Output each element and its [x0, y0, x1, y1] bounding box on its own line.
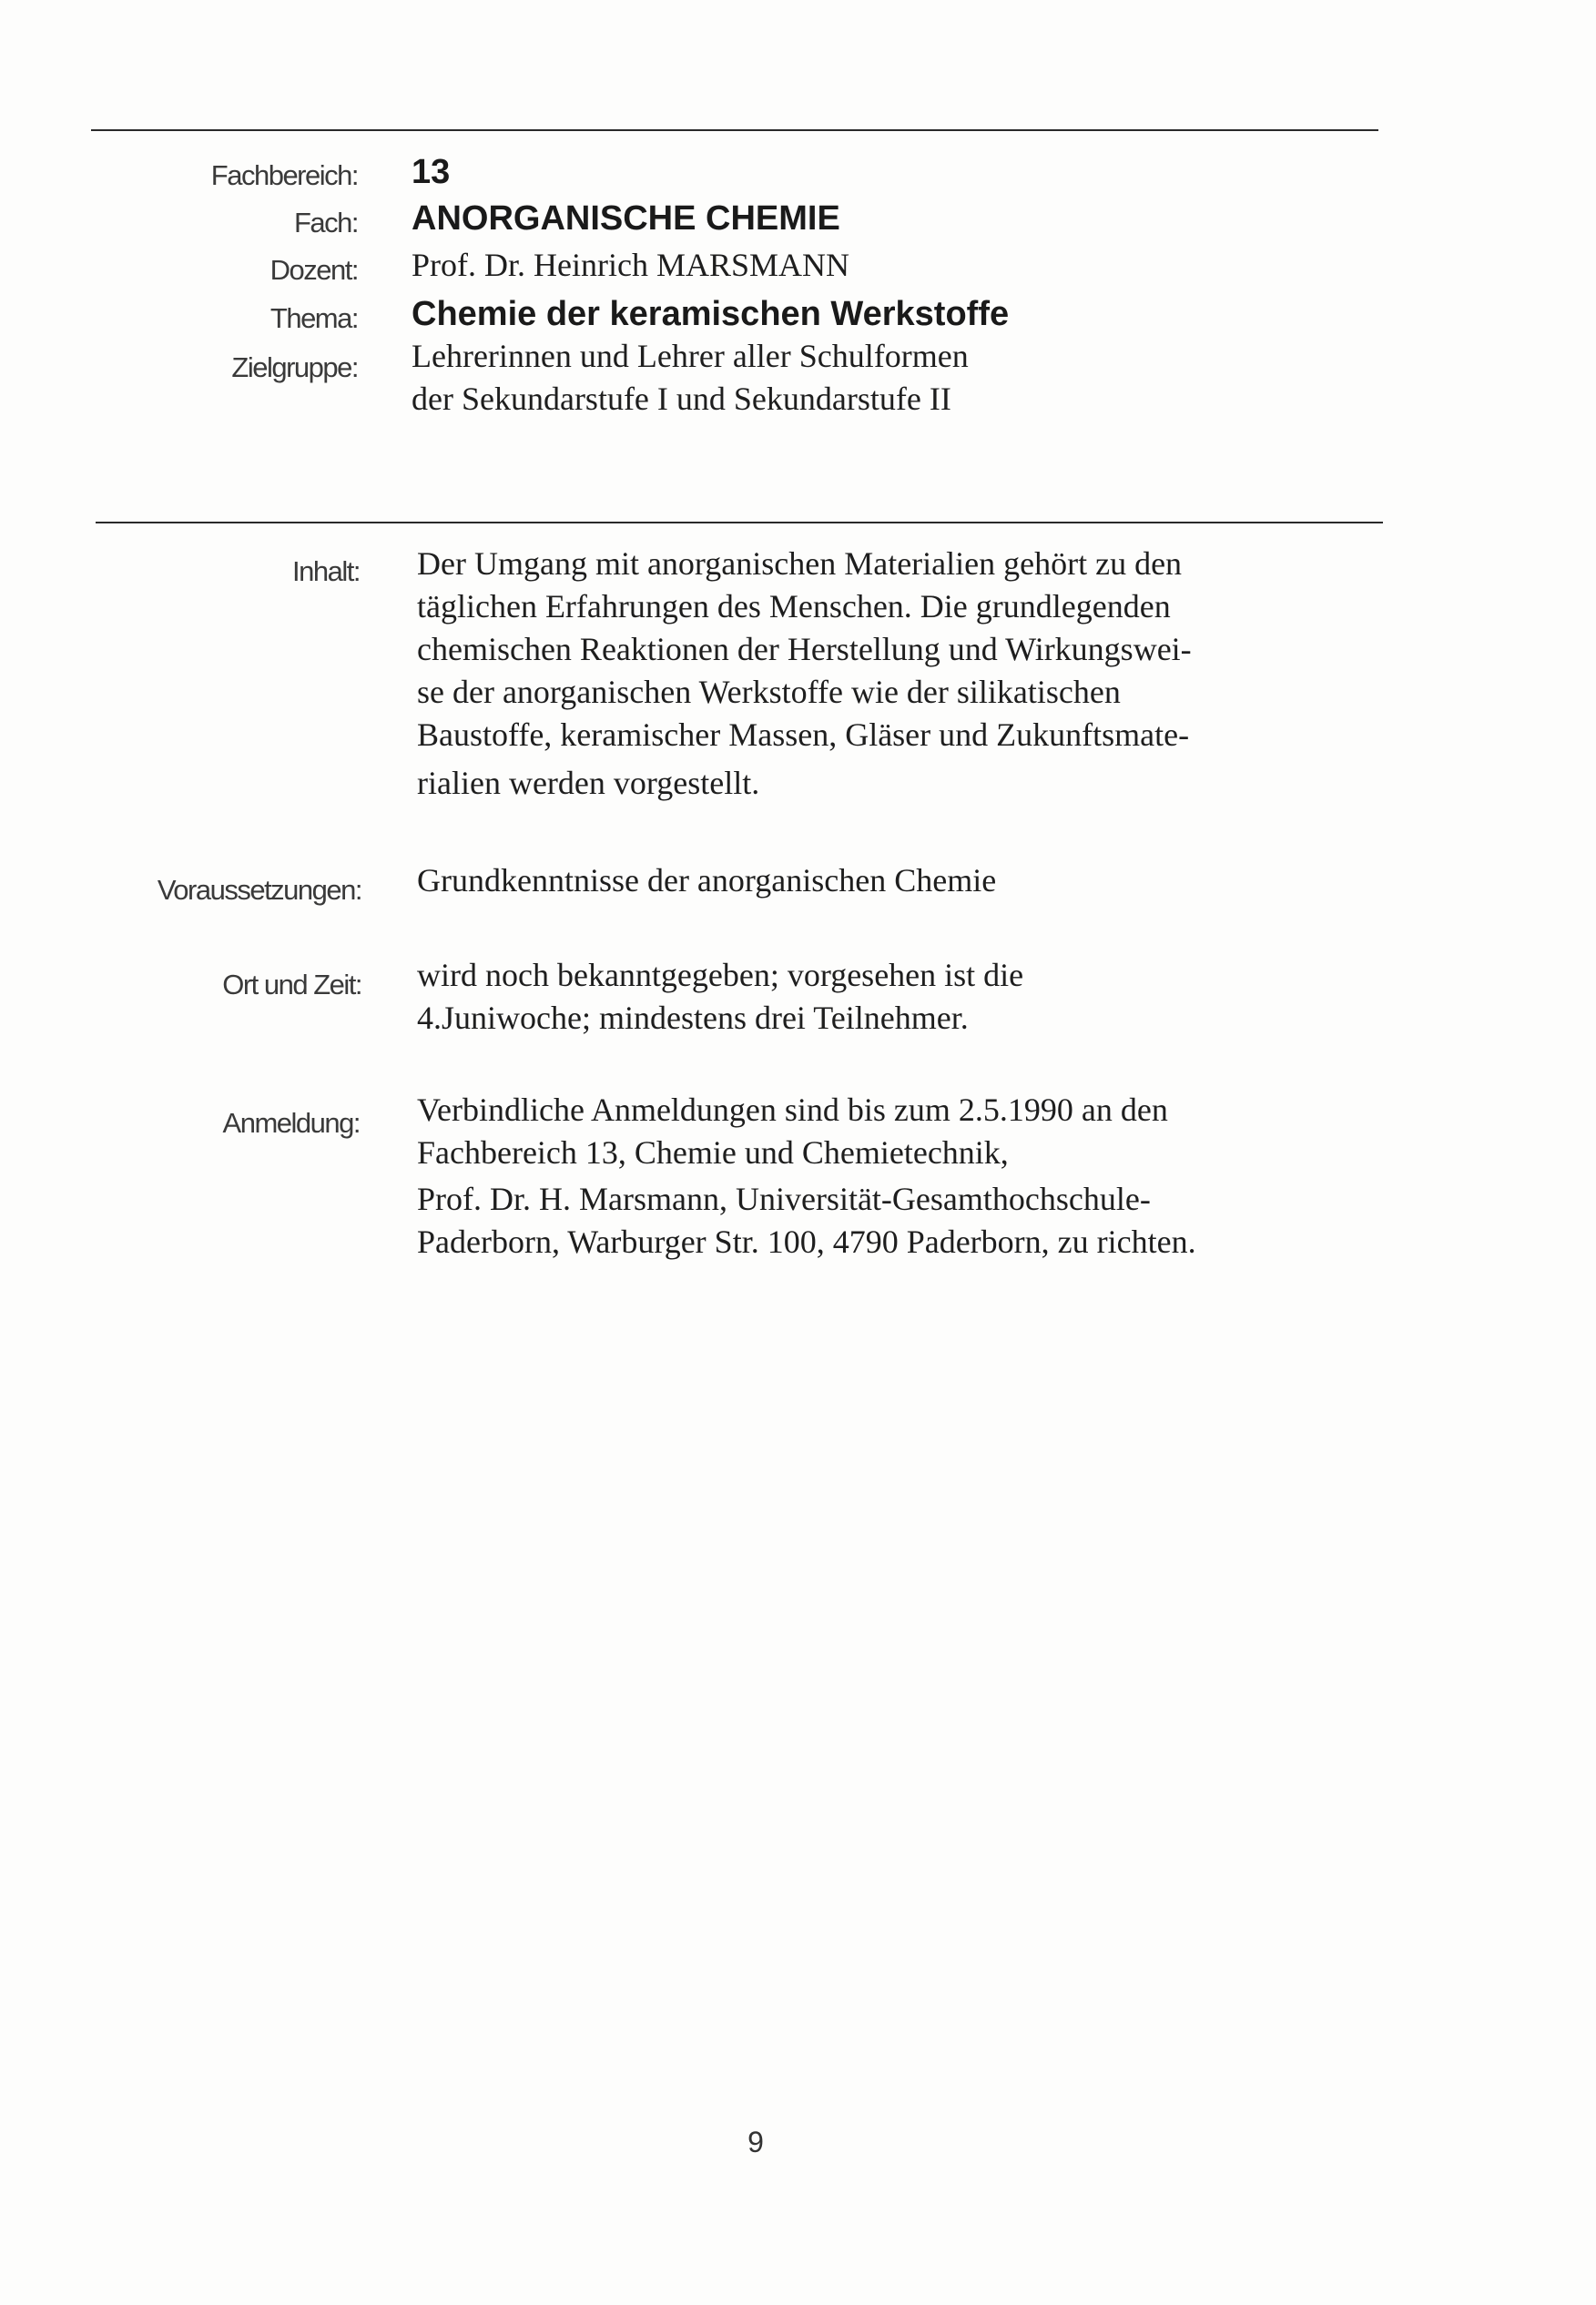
ort-line: 4.Juniwoche; mindestens drei Teilnehmer.: [417, 1000, 969, 1036]
zielgruppe-line: Lehrerinnen und Lehrer aller Schulformen: [412, 338, 969, 374]
page-number: 9: [747, 2126, 764, 2158]
anmeldung-line: Paderborn, Warburger Str. 100, 4790 Paderborn, zu richten.: [417, 1224, 1196, 1260]
anmeldung-label: Anmeldung:: [222, 1107, 360, 1139]
inhalt-line: Der Umgang mit anorganischen Materialien gehört zu den: [417, 545, 1183, 582]
inhalt-line: Baustoffe, keramischer Massen, Gläser und Zukunftsmate-: [417, 716, 1190, 753]
inhalt-line: se der anorganischen Werkstoffe wie der silikatischen: [417, 674, 1121, 710]
fachbereich-value: 13: [412, 153, 451, 191]
inhalt-text: [417, 543, 1382, 805]
anmeldung-text: [417, 1089, 1382, 1264]
inhalt-label: Inhalt:: [292, 555, 360, 587]
dozent-label: Dozent:: [269, 254, 358, 286]
fach-label: Fach:: [293, 207, 358, 239]
anmeldung-line: Fachbereich 13, Chemie und Chemietechnik,: [417, 1134, 1009, 1171]
dozent-value: Prof. Dr. Heinrich MARSMANN: [412, 247, 849, 283]
fachbereich-label: Fachbereich:: [210, 159, 358, 191]
anmeldung-line: Verbindliche Anmeldungen sind bis zum 2.5.1990 an den: [417, 1092, 1168, 1128]
thema-value: Chemie der keramischen Werkstoffe: [412, 295, 1010, 333]
inhalt-line: rialien werden vorgestellt.: [417, 765, 760, 801]
zielgruppe-label: Zielgruppe:: [231, 351, 358, 383]
ort-und-zeit-label: Ort und Zeit:: [222, 969, 361, 1000]
ort-und-zeit-text: [417, 954, 1382, 1040]
inhalt-line: täglichen Erfahrungen des Menschen. Die grundlegenden: [417, 588, 1171, 624]
fach-value: ANORGANISCHE CHEMIE: [412, 199, 840, 238]
voraussetzungen-line: Grundkenntnisse der anorganischen Chemie: [417, 862, 997, 899]
ort-line: wird noch bekanntgegeben; vorgesehen ist die: [417, 957, 1024, 993]
middle-divider: [96, 522, 1383, 523]
voraussetzungen-value: [417, 859, 1382, 902]
zielgruppe-value: [412, 335, 1377, 421]
anmeldung-line: Prof. Dr. H. Marsmann, Universität-Gesamthochschule-: [417, 1181, 1151, 1217]
top-divider: [91, 129, 1378, 131]
voraussetzungen-label: Voraussetzungen:: [157, 874, 361, 906]
thema-label: Thema:: [269, 302, 358, 334]
zielgruppe-line: der Sekundarstufe I und Sekundarstufe II: [412, 381, 951, 417]
inhalt-line: chemischen Reaktionen der Herstellung und Wirkungswei-: [417, 631, 1192, 667]
